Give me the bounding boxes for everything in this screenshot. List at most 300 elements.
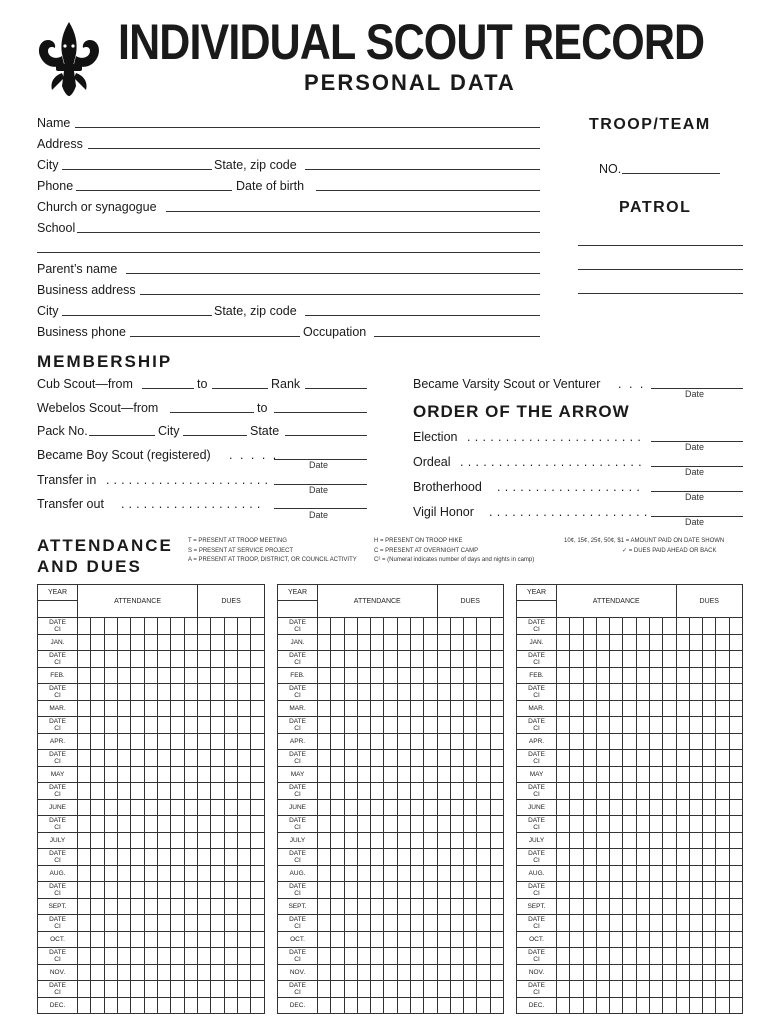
mark-cell[interactable] [344,734,357,750]
mark-cell[interactable] [716,800,729,816]
date-entry-cell[interactable] [251,618,265,635]
date-entry-cell[interactable] [636,750,649,767]
mark-cell[interactable] [318,701,331,717]
date-entry-cell[interactable] [596,849,609,866]
date-entry-cell[interactable] [91,618,104,635]
mark-cell[interactable] [729,668,742,684]
date-entry-cell[interactable] [318,651,331,668]
date-entry-cell[interactable] [158,783,171,800]
date-entry-cell[interactable] [583,915,596,932]
date-entry-cell[interactable] [610,651,623,668]
mark-cell[interactable] [397,635,410,651]
mark-cell[interactable] [583,998,596,1014]
mark-cell[interactable] [610,800,623,816]
mark-cell[interactable] [649,668,662,684]
date-entry-cell[interactable] [158,717,171,734]
mark-cell[interactable] [211,767,224,783]
mark-cell[interactable] [91,866,104,882]
date-entry-cell[interactable] [371,717,384,734]
date-entry-cell[interactable] [118,981,131,998]
date-entry-cell[interactable] [331,816,344,833]
date-entry-cell[interactable] [238,849,251,866]
date-entry-cell[interactable] [729,816,742,833]
date-entry-cell[interactable] [78,750,91,767]
mark-cell[interactable] [610,899,623,915]
mark-cell[interactable] [424,998,437,1014]
date-entry-cell[interactable] [131,750,144,767]
mark-cell[interactable] [703,668,716,684]
mark-cell[interactable] [490,965,503,981]
mark-cell[interactable] [251,767,265,783]
date-entry-cell[interactable] [583,882,596,899]
mark-cell[interactable] [716,734,729,750]
date-entry-cell[interactable] [238,783,251,800]
mark-cell[interactable] [610,833,623,849]
date-entry-cell[interactable] [91,684,104,701]
mark-cell[interactable] [318,833,331,849]
date-entry-cell[interactable] [716,651,729,668]
mark-cell[interactable] [384,800,397,816]
date-entry-cell[interactable] [224,783,237,800]
date-entry-cell[interactable] [397,948,410,965]
date-entry-cell[interactable] [118,651,131,668]
mark-cell[interactable] [251,668,265,684]
mark-cell[interactable] [676,866,689,882]
mark-cell[interactable] [224,734,237,750]
date-entry-cell[interactable] [716,816,729,833]
date-entry-cell[interactable] [158,915,171,932]
date-entry-cell[interactable] [583,684,596,701]
mark-cell[interactable] [118,965,131,981]
webelos-from-field[interactable] [170,412,254,413]
mark-cell[interactable] [211,932,224,948]
date-entry-cell[interactable] [211,849,224,866]
date-entry-cell[interactable] [663,651,676,668]
date-entry-cell[interactable] [104,816,117,833]
mark-cell[interactable] [570,701,583,717]
date-entry-cell[interactable] [477,882,490,899]
mark-cell[interactable] [410,701,423,717]
date-entry-cell[interactable] [437,651,450,668]
mark-cell[interactable] [557,734,570,750]
date-entry-cell[interactable] [464,783,477,800]
date-entry-cell[interactable] [663,618,676,635]
mark-cell[interactable] [557,965,570,981]
mark-cell[interactable] [238,734,251,750]
mark-cell[interactable] [477,701,490,717]
date-entry-cell[interactable] [490,717,503,734]
mark-cell[interactable] [477,833,490,849]
state-zip-field[interactable] [305,169,540,170]
date-entry-cell[interactable] [716,948,729,965]
date-entry-cell[interactable] [570,684,583,701]
mark-cell[interactable] [318,866,331,882]
mark-cell[interactable] [464,866,477,882]
date-entry-cell[interactable] [570,816,583,833]
date-entry-cell[interactable] [424,981,437,998]
date-entry-cell[interactable] [198,618,211,635]
date-entry-cell[interactable] [118,717,131,734]
date-entry-cell[interactable] [184,948,197,965]
mark-cell[interactable] [331,965,344,981]
date-entry-cell[interactable] [477,816,490,833]
date-entry-cell[interactable] [118,684,131,701]
mark-cell[interactable] [118,866,131,882]
mark-cell[interactable] [703,734,716,750]
date-entry-cell[interactable] [729,651,742,668]
date-entry-cell[interactable] [131,915,144,932]
date-entry-cell[interactable] [238,915,251,932]
date-entry-cell[interactable] [238,882,251,899]
mark-cell[interactable] [357,866,370,882]
mark-cell[interactable] [211,866,224,882]
date-entry-cell[interactable] [238,750,251,767]
mark-cell[interactable] [649,866,662,882]
date-entry-cell[interactable] [384,750,397,767]
date-entry-cell[interactable] [464,684,477,701]
date-entry-cell[interactable] [171,618,184,635]
date-entry-cell[interactable] [464,618,477,635]
mark-cell[interactable] [331,833,344,849]
date-entry-cell[interactable] [357,948,370,965]
date-entry-cell[interactable] [410,618,423,635]
date-entry-cell[interactable] [437,915,450,932]
date-entry-cell[interactable] [636,717,649,734]
mark-cell[interactable] [477,767,490,783]
date-entry-cell[interactable] [623,618,636,635]
mark-cell[interactable] [557,701,570,717]
date-entry-cell[interactable] [397,618,410,635]
date-entry-cell[interactable] [158,948,171,965]
mark-cell[interactable] [636,998,649,1014]
mark-cell[interactable] [623,734,636,750]
date-entry-cell[interactable] [91,915,104,932]
date-entry-cell[interactable] [371,915,384,932]
mark-cell[interactable] [610,668,623,684]
date-entry-cell[interactable] [583,618,596,635]
mark-cell[interactable] [158,998,171,1014]
date-entry-cell[interactable] [636,651,649,668]
date-entry-cell[interactable] [663,717,676,734]
date-entry-cell[interactable] [251,981,265,998]
date-entry-cell[interactable] [118,882,131,899]
date-entry-cell[interactable] [410,783,423,800]
mark-cell[interactable] [198,767,211,783]
date-entry-cell[interactable] [649,783,662,800]
mark-cell[interactable] [649,899,662,915]
mark-cell[interactable] [371,635,384,651]
date-entry-cell[interactable] [676,783,689,800]
mark-cell[interactable] [224,998,237,1014]
mark-cell[interactable] [490,833,503,849]
mark-cell[interactable] [184,701,197,717]
date-entry-cell[interactable] [78,618,91,635]
mark-cell[interactable] [596,767,609,783]
date-entry-cell[interactable] [104,684,117,701]
webelos-to-field[interactable] [274,412,367,413]
mark-cell[interactable] [344,899,357,915]
mark-cell[interactable] [371,701,384,717]
date-entry-cell[interactable] [636,882,649,899]
date-entry-cell[interactable] [557,651,570,668]
date-entry-cell[interactable] [450,981,463,998]
date-entry-cell[interactable] [490,816,503,833]
date-entry-cell[interactable] [703,882,716,899]
mark-cell[interactable] [238,767,251,783]
mark-cell[interactable] [623,866,636,882]
date-entry-cell[interactable] [198,882,211,899]
mark-cell[interactable] [649,800,662,816]
date-entry-cell[interactable] [397,717,410,734]
mark-cell[interactable] [78,767,91,783]
date-entry-cell[interactable] [437,882,450,899]
date-entry-cell[interactable] [610,882,623,899]
date-entry-cell[interactable] [397,651,410,668]
mark-cell[interactable] [437,800,450,816]
mark-cell[interactable] [689,767,702,783]
date-entry-cell[interactable] [570,651,583,668]
mark-cell[interactable] [198,866,211,882]
mark-cell[interactable] [716,635,729,651]
mark-cell[interactable] [318,998,331,1014]
mark-cell[interactable] [344,767,357,783]
mark-cell[interactable] [158,701,171,717]
date-entry-cell[interactable] [251,783,265,800]
date-entry-cell[interactable] [78,948,91,965]
date-entry-cell[interactable] [78,651,91,668]
date-entry-cell[interactable] [144,783,157,800]
mark-cell[interactable] [104,899,117,915]
date-entry-cell[interactable] [729,981,742,998]
date-entry-cell[interactable] [623,849,636,866]
date-entry-cell[interactable] [623,651,636,668]
cub-rank-field[interactable] [305,388,367,389]
date-entry-cell[interactable] [676,618,689,635]
mark-cell[interactable] [224,668,237,684]
date-entry-cell[interactable] [676,849,689,866]
mark-cell[interactable] [424,635,437,651]
date-entry-cell[interactable] [716,618,729,635]
mark-cell[interactable] [424,965,437,981]
mark-cell[interactable] [424,800,437,816]
mark-cell[interactable] [729,899,742,915]
mark-cell[interactable] [689,701,702,717]
date-entry-cell[interactable] [104,948,117,965]
mark-cell[interactable] [238,800,251,816]
mark-cell[interactable] [78,668,91,684]
date-entry-cell[interactable] [171,948,184,965]
date-entry-cell[interactable] [676,651,689,668]
mark-cell[interactable] [171,965,184,981]
mark-cell[interactable] [424,932,437,948]
date-entry-cell[interactable] [623,783,636,800]
mark-cell[interactable] [211,833,224,849]
date-entry-cell[interactable] [91,651,104,668]
mark-cell[interactable] [437,734,450,750]
mark-cell[interactable] [118,668,131,684]
mark-cell[interactable] [689,833,702,849]
date-entry-cell[interactable] [410,717,423,734]
date-entry-cell[interactable] [238,684,251,701]
mark-cell[interactable] [703,701,716,717]
mark-cell[interactable] [610,866,623,882]
mark-cell[interactable] [583,635,596,651]
mark-cell[interactable] [224,965,237,981]
date-entry-cell[interactable] [118,915,131,932]
date-entry-cell[interactable] [131,618,144,635]
mark-cell[interactable] [557,668,570,684]
date-entry-cell[interactable] [384,783,397,800]
date-entry-cell[interactable] [158,849,171,866]
date-entry-cell[interactable] [118,618,131,635]
mark-cell[interactable] [171,833,184,849]
date-entry-cell[interactable] [689,684,702,701]
date-entry-cell[interactable] [477,750,490,767]
mark-cell[interactable] [490,767,503,783]
mark-cell[interactable] [371,668,384,684]
mark-cell[interactable] [583,833,596,849]
mark-cell[interactable] [131,800,144,816]
date-entry-cell[interactable] [477,948,490,965]
mark-cell[interactable] [224,635,237,651]
patrol-field-2[interactable] [578,269,743,270]
mark-cell[interactable] [91,932,104,948]
mark-cell[interactable] [238,833,251,849]
mark-cell[interactable] [357,635,370,651]
mark-cell[interactable] [331,998,344,1014]
date-entry-cell[interactable] [211,618,224,635]
date-entry-cell[interactable] [623,882,636,899]
date-entry-cell[interactable] [198,849,211,866]
date-entry-cell[interactable] [410,882,423,899]
city-field[interactable] [62,169,212,170]
mark-cell[interactable] [437,866,450,882]
date-entry-cell[interactable] [437,618,450,635]
date-entry-cell[interactable] [144,618,157,635]
mark-cell[interactable] [344,998,357,1014]
date-entry-cell[interactable] [131,717,144,734]
mark-cell[interactable] [676,932,689,948]
mark-cell[interactable] [676,965,689,981]
mark-cell[interactable] [450,701,463,717]
mark-cell[interactable] [636,833,649,849]
patrol-field-3[interactable] [578,293,743,294]
mark-cell[interactable] [477,998,490,1014]
date-entry-cell[interactable] [676,948,689,965]
mark-cell[interactable] [144,635,157,651]
mark-cell[interactable] [596,668,609,684]
mark-cell[interactable] [144,668,157,684]
mark-cell[interactable] [663,800,676,816]
mark-cell[interactable] [663,767,676,783]
mark-cell[interactable] [357,965,370,981]
mark-cell[interactable] [171,701,184,717]
date-entry-cell[interactable] [703,684,716,701]
mark-cell[interactable] [144,701,157,717]
mark-cell[interactable] [371,734,384,750]
mark-cell[interactable] [198,668,211,684]
mark-cell[interactable] [703,800,716,816]
date-entry-cell[interactable] [78,684,91,701]
date-entry-cell[interactable] [649,816,662,833]
date-entry-cell[interactable] [424,849,437,866]
date-entry-cell[interactable] [649,981,662,998]
mark-cell[interactable] [450,998,463,1014]
mark-cell[interactable] [716,701,729,717]
date-entry-cell[interactable] [78,816,91,833]
mark-cell[interactable] [716,899,729,915]
date-entry-cell[interactable] [610,915,623,932]
mark-cell[interactable] [357,899,370,915]
mark-cell[interactable] [211,668,224,684]
mark-cell[interactable] [557,635,570,651]
mark-cell[interactable] [676,998,689,1014]
date-entry-cell[interactable] [318,981,331,998]
school-field[interactable] [77,232,540,233]
date-entry-cell[interactable] [703,750,716,767]
mark-cell[interactable] [91,899,104,915]
date-entry-cell[interactable] [583,948,596,965]
mark-cell[interactable] [689,932,702,948]
mark-cell[interactable] [104,668,117,684]
mark-cell[interactable] [397,800,410,816]
mark-cell[interactable] [490,734,503,750]
mark-cell[interactable] [318,899,331,915]
mark-cell[interactable] [144,899,157,915]
mark-cell[interactable] [357,734,370,750]
mark-cell[interactable] [636,635,649,651]
mark-cell[interactable] [649,734,662,750]
date-entry-cell[interactable] [583,783,596,800]
mark-cell[interactable] [184,734,197,750]
date-entry-cell[interactable] [118,783,131,800]
date-entry-cell[interactable] [623,717,636,734]
date-entry-cell[interactable] [371,618,384,635]
date-entry-cell[interactable] [371,750,384,767]
patrol-field-1[interactable] [578,245,743,246]
date-entry-cell[interactable] [344,849,357,866]
mark-cell[interactable] [397,734,410,750]
date-entry-cell[interactable] [158,816,171,833]
mark-cell[interactable] [158,899,171,915]
mark-cell[interactable] [623,965,636,981]
date-entry-cell[interactable] [184,816,197,833]
mark-cell[interactable] [703,833,716,849]
mark-cell[interactable] [397,866,410,882]
mark-cell[interactable] [410,635,423,651]
date-entry-cell[interactable] [344,618,357,635]
mark-cell[interactable] [663,899,676,915]
date-entry-cell[interactable] [410,948,423,965]
date-entry-cell[interactable] [118,750,131,767]
mark-cell[interactable] [171,998,184,1014]
date-entry-cell[interactable] [689,981,702,998]
mark-cell[interactable] [78,833,91,849]
date-entry-cell[interactable] [384,948,397,965]
date-entry-cell[interactable] [144,684,157,701]
date-entry-cell[interactable] [158,981,171,998]
mark-cell[interactable] [224,767,237,783]
mark-cell[interactable] [384,899,397,915]
mark-cell[interactable] [238,635,251,651]
mark-cell[interactable] [198,734,211,750]
mark-cell[interactable] [211,965,224,981]
date-entry-cell[interactable] [144,750,157,767]
date-entry-cell[interactable] [331,915,344,932]
church-field[interactable] [166,211,540,212]
mark-cell[interactable] [91,734,104,750]
date-entry-cell[interactable] [689,717,702,734]
